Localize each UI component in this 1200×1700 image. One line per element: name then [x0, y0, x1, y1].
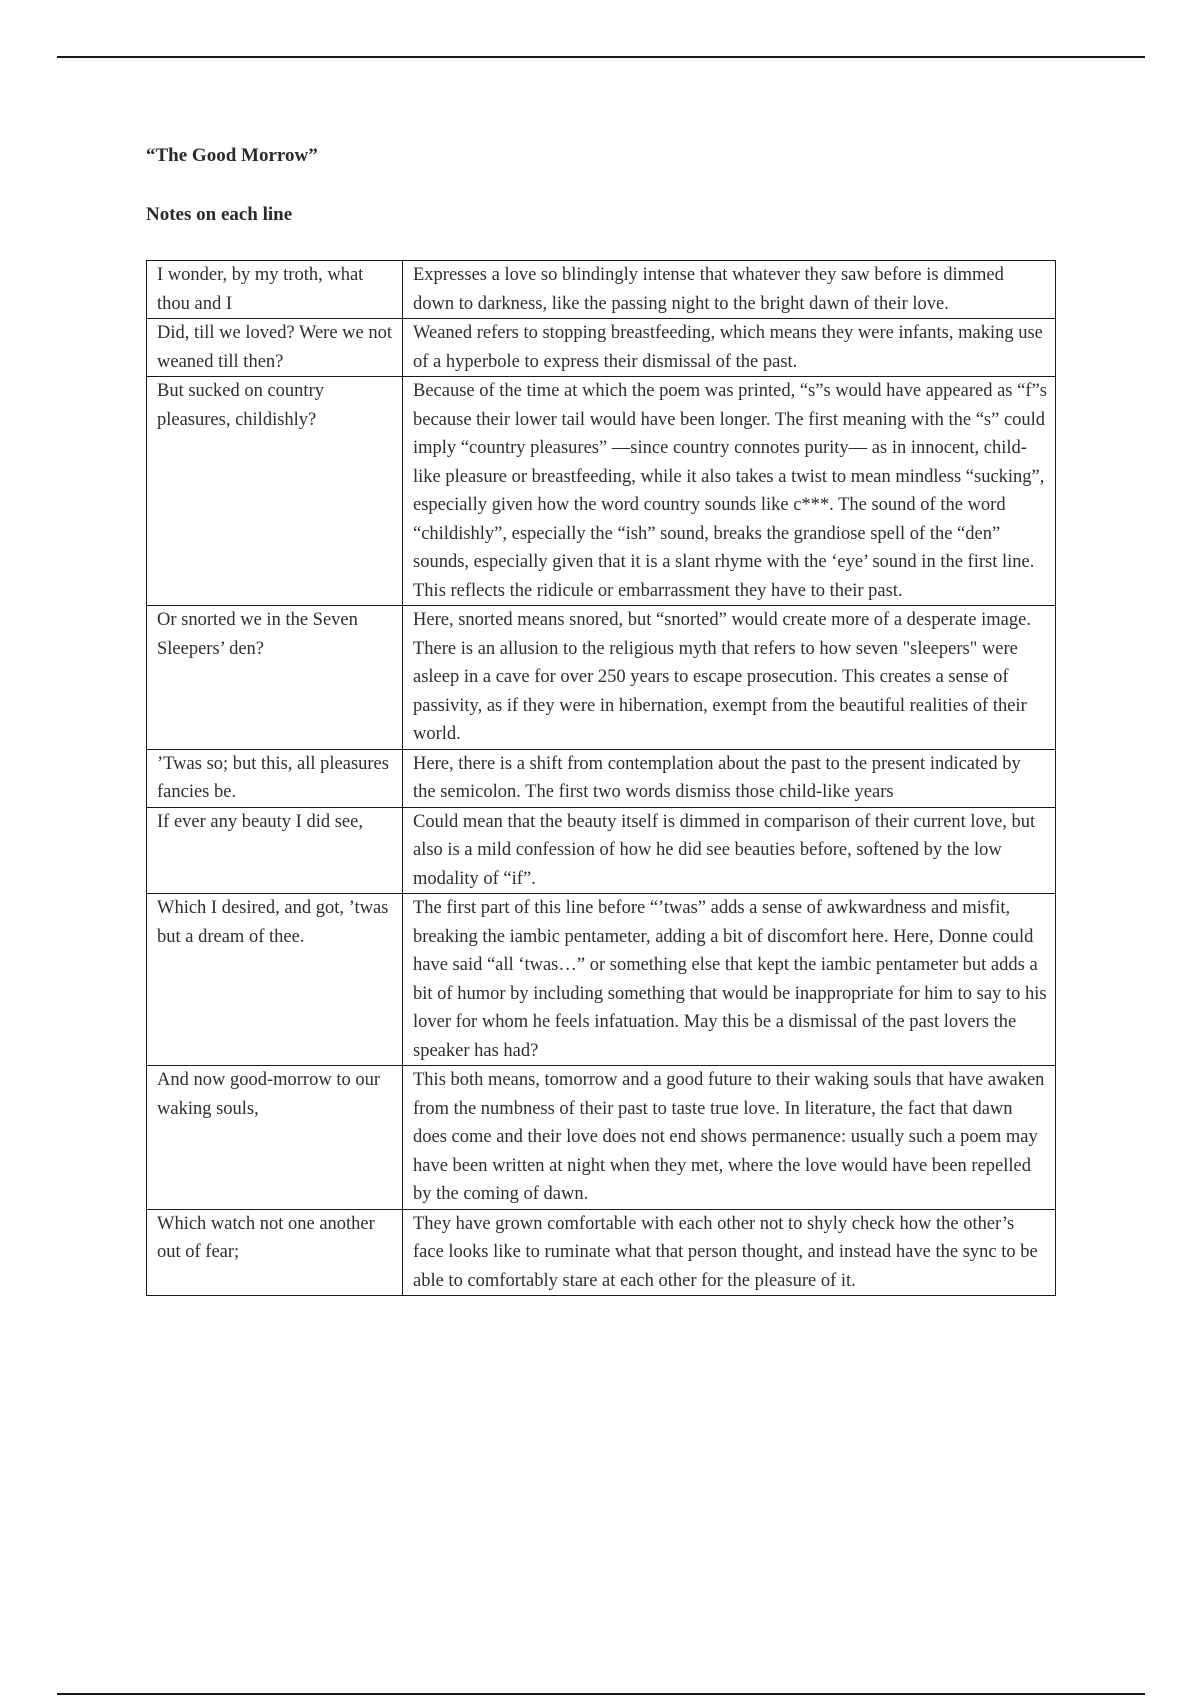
table-row — [147, 377, 1056, 606]
poem-line-cell: Or snorted we in the Seven Sleepers’ den? — [147, 606, 403, 750]
table-row — [147, 807, 1056, 894]
notes-table — [146, 260, 1056, 1296]
poem-line-cell: Did, till we loved? Were we not weaned till then? — [147, 319, 403, 377]
table-row — [147, 749, 1056, 807]
poem-line-cell: But sucked on country pleasures, childishly? — [147, 377, 403, 606]
table-row — [147, 261, 1056, 319]
page-top-rule — [57, 56, 1145, 58]
note-cell: Expresses a love so blindingly intense that whatever they saw before is dimmed down to darkness, like the passing night to the bright dawn of their love. — [403, 261, 1056, 319]
note-cell: Here, there is a shift from contemplation about the past to the present indicated by the semicolon. The first two words dismiss those child-like years — [403, 749, 1056, 807]
table-row — [147, 319, 1056, 377]
table-row — [147, 894, 1056, 1066]
table-row — [147, 1066, 1056, 1210]
note-cell: This both means, tomorrow and a good future to their waking souls that have awaken from the numbness of their past to taste true love. In literature, the fact that dawn does come and their love does not end shows permanence: usually such a poem may have been written at night when they met, where the love would have been repelled by the coming of dawn. — [403, 1066, 1056, 1210]
table-row — [147, 606, 1056, 750]
document-subtitle: Notes on each line — [146, 204, 293, 225]
poem-line-cell: If ever any beauty I did see, — [147, 807, 403, 894]
note-cell: The first part of this line before “’twas” adds a sense of awkwardness and misfit, breaking the iambic pentameter, adding a bit of discomfort here. Here, Donne could have said “all ‘twas…” or something else that kept the iambic pentameter but adds a bit of humor by including something that would be inappropriate for him to say to his lover for whom he feels infatuation. May this be a dismissal of the past lovers the speaker has had? — [403, 894, 1056, 1066]
poem-line-cell: I wonder, by my troth, what thou and I — [147, 261, 403, 319]
page-bottom-rule — [57, 1693, 1145, 1695]
poem-line-cell: ’Twas so; but this, all pleasures fancies be. — [147, 749, 403, 807]
poem-line-cell: Which I desired, and got, ’twas but a dream of thee. — [147, 894, 403, 1066]
note-cell: Weaned refers to stopping breastfeeding, which means they were infants, making use of a hyperbole to express their dismissal of the past. — [403, 319, 1056, 377]
note-cell: They have grown comfortable with each other not to shyly check how the other’s face looks like to ruminate what that person thought, and instead have the sync to be able to comfortably stare at each other for the pleasure of it. — [403, 1209, 1056, 1296]
poem-line-cell: Which watch not one another out of fear; — [147, 1209, 403, 1296]
document-title: “The Good Morrow” — [146, 145, 318, 166]
note-cell: Because of the time at which the poem was printed, “s”s would have appeared as “f”s because their lower tail would have been longer. The first meaning with the “s” could imply “country pleasures” —since country connotes purity— as in innocent, child-like pleasure or breastfeeding, while it also takes a twist to mean mindless “sucking”, especially given how the word country sounds like c***. The sound of the word “childishly”, especially the “ish” sound, breaks the grandiose spell of the “den” sounds, especially given that it is a slant rhyme with the ‘eye’ sound in the first line. This reflects the ridicule or embarrassment they have to their past. — [403, 377, 1056, 606]
note-cell: Here, snorted means snored, but “snorted” would create more of a desperate image. There is an allusion to the religious myth that refers to how seven "sleepers" were asleep in a cave for over 250 years to escape prosecution. This creates a sense of passivity, as if they were in hibernation, exempt from the beautiful realities of their world. — [403, 606, 1056, 750]
note-cell: Could mean that the beauty itself is dimmed in comparison of their current love, but also is a mild confession of how he did see beauties before, softened by the low modality of “if”. — [403, 807, 1056, 894]
poem-line-cell: And now good-morrow to our waking souls, — [147, 1066, 403, 1210]
table-row — [147, 1209, 1056, 1296]
